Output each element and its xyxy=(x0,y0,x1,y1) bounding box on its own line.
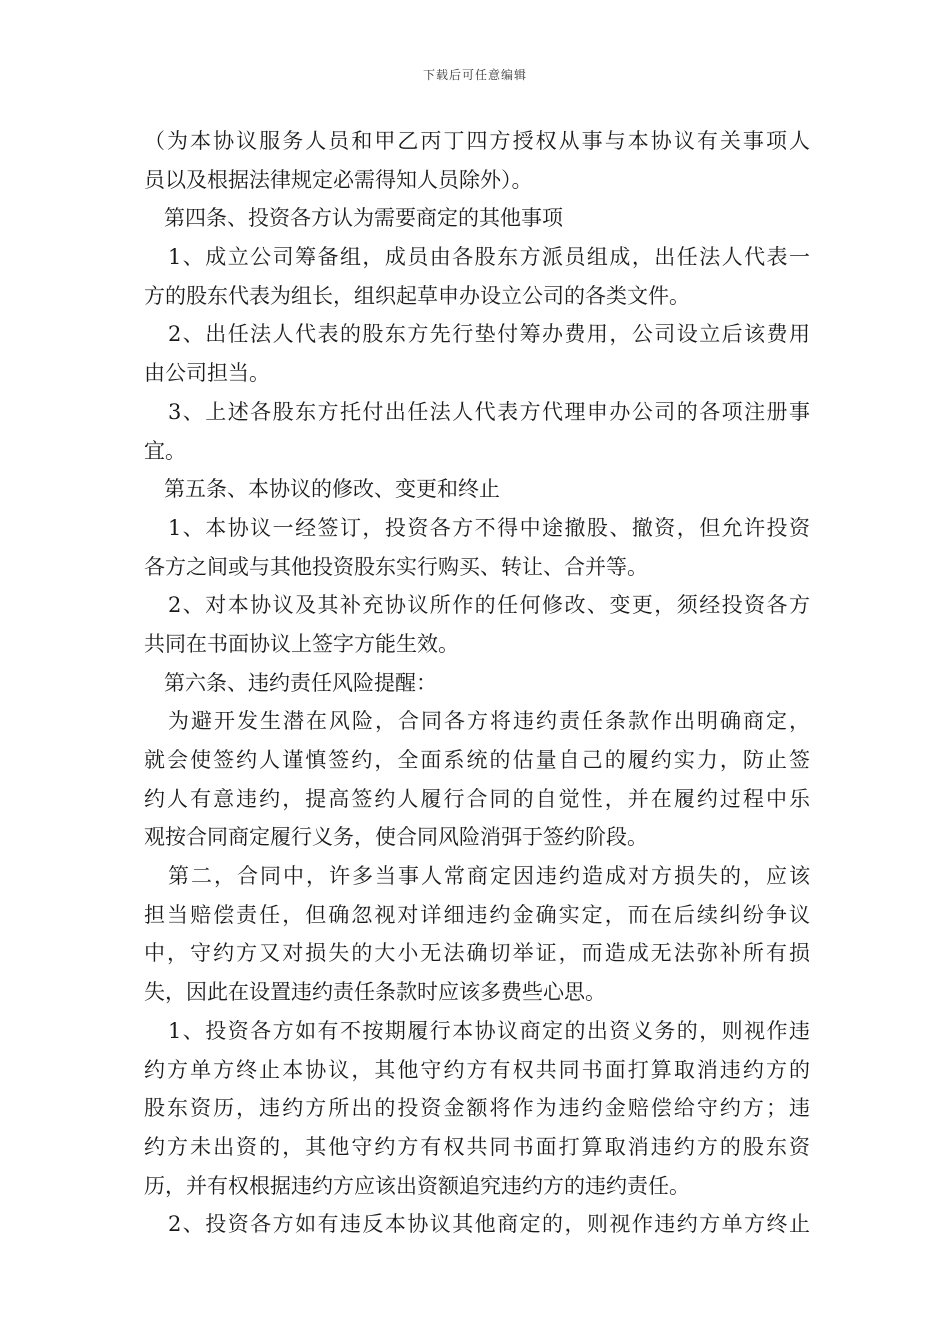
text-line: 约方单方终止本协议，其他守约方有权共同书面打算取消违约方的 xyxy=(144,1057,810,1082)
text-line: 3、上述各股东方托付出任法人代表方代理申办公司的各项注册事 xyxy=(168,399,810,424)
text-line: （为本协议服务人员和甲乙丙丁四方授权从事与本协议有关事项人 xyxy=(144,129,810,153)
text-line: 就会使签约人谨慎签约，全面系统的估量自己的履约实力，防止签 xyxy=(144,748,810,772)
section-heading: 第四条、投资各方认为需要商定的其他事项 xyxy=(164,206,563,231)
text-line: 约方未出资的，其他守约方有权共同书面打算取消违约方的股东资 xyxy=(144,1134,810,1159)
text-line: 担当赔偿责任，但确忽视对详细违约金确实定，而在后续纠纷争议 xyxy=(144,902,810,927)
text-line: 员以及根据法律规定必需得知人员除外）。 xyxy=(144,167,533,192)
text-line: 2、对本协议及其补充协议所作的任何修改、变更，须经投资各方 xyxy=(168,593,810,618)
text-line: 1、投资各方如有不按期履行本协议商定的出资义务的，则视作违 xyxy=(168,1018,810,1043)
section-heading: 第五条、本协议的修改、变更和终止 xyxy=(164,477,500,502)
text-line: 观按合同商定履行义务，使合同风险消弭于签约阶段。 xyxy=(144,825,648,850)
text-line: 约人有意违约，提高签约人履行合同的自觉性，并在履约过程中乐 xyxy=(144,786,810,811)
text-line: 为避开发生潜在风险，合同各方将违约责任条款作出明确商定， xyxy=(168,709,810,734)
document-body xyxy=(144,122,810,1244)
text-line: 股东资历，违约方所出的投资金额将作为违约金赔偿给守约方；违 xyxy=(144,1096,810,1121)
section-heading: 第六条、违约责任风险提醒： xyxy=(164,670,437,695)
text-line: 共同在书面协议上签字方能生效。 xyxy=(144,631,459,656)
text-line: 历，并有权根据违约方应该出资额追究违约方的违约责任。 xyxy=(144,1173,690,1198)
page-header: 下载后可任意编辑 xyxy=(422,68,527,82)
text-line: 2、投资各方如有违反本协议其他商定的，则视作违约方单方终止 xyxy=(168,1212,810,1237)
text-line: 由公司担当。 xyxy=(144,361,270,386)
text-line: 1、成立公司筹备组，成员由各股东方派员组成，出任法人代表一 xyxy=(168,245,810,270)
text-line: 宜。 xyxy=(144,438,186,463)
text-line: 第二，合同中，许多当事人常商定因违约造成对方损失的，应该 xyxy=(168,864,810,889)
text-line: 失，因此在设置违约责任条款时应该多费些心思。 xyxy=(144,980,606,1005)
text-line: 1、本协议一经签订，投资各方不得中途撤股、撤资，但允许投资 xyxy=(168,515,810,540)
text-line: 2、出任法人代表的股东方先行垫付筹办费用，公司设立后该费用 xyxy=(168,322,810,347)
text-line: 中，守约方又对损失的大小无法确切举证，而造成无法弥补所有损 xyxy=(144,941,810,966)
text-line: 方的股东代表为组长，组织起草申办设立公司的各类文件。 xyxy=(144,283,690,308)
text-line: 各方之间或与其他投资股东实行购买、转让、合并等。 xyxy=(144,554,648,579)
